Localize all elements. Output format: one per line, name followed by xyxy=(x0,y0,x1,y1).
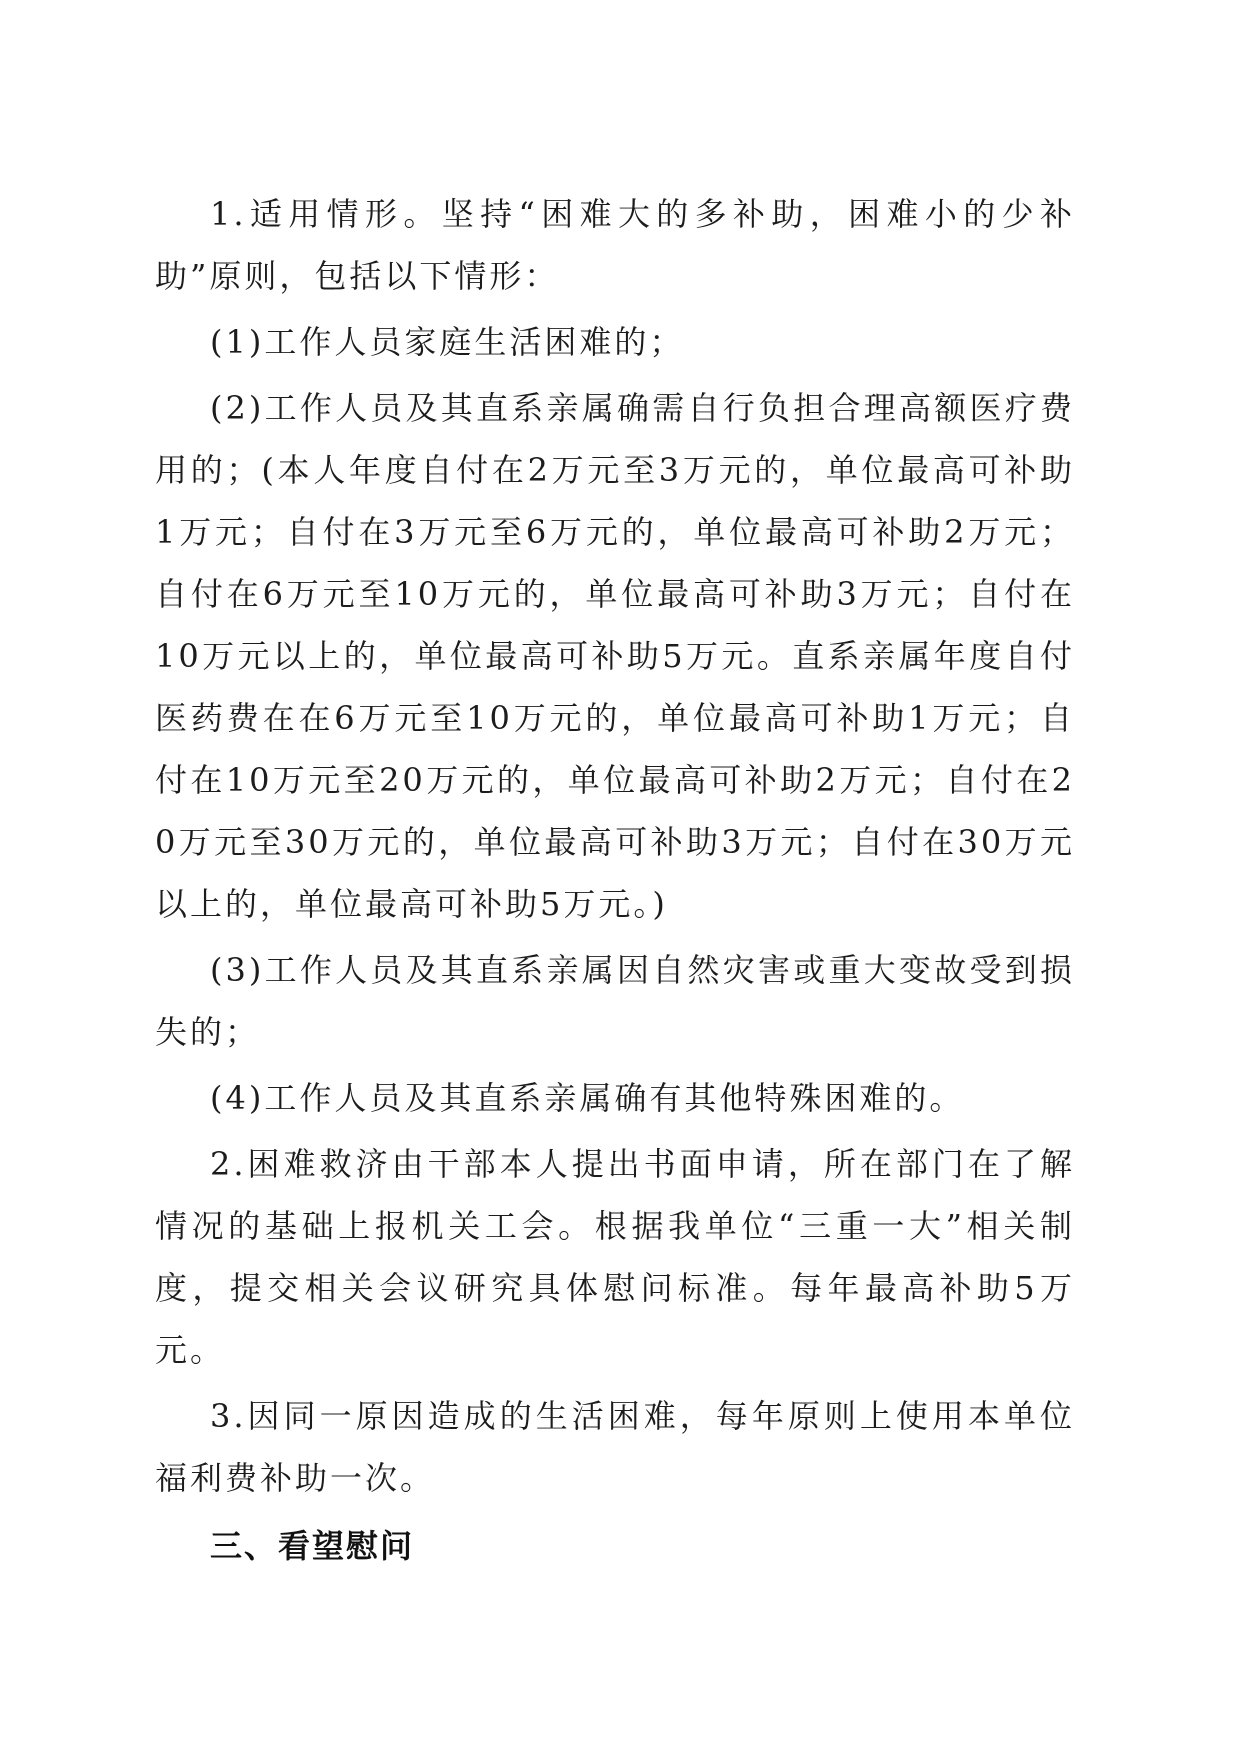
paragraph-item-1: (1)工作人员家庭生活困难的； xyxy=(210,323,685,361)
paragraph-item-4: (4)工作人员及其直系亲属确有其他特殊困难的。 xyxy=(210,1079,965,1117)
paragraph-applicable-situations: 1.适用情形。坚持“困难大的多补助，困难小的少补助”原则，包括以下情形： xyxy=(155,195,1075,295)
paragraph-item-3: (3)工作人员及其直系亲属因自然灾害或重大变故受到损失的； xyxy=(155,951,1075,1051)
paragraph-once-per-year: 3.因同一原因造成的生活困难，每年原则上使用本单位福利费补助一次。 xyxy=(155,1397,1075,1497)
document-body xyxy=(155,183,1075,1577)
paragraph-relief-application: 2.困难救济由干部本人提出书面申请，所在部门在了解情况的基础上报机关工会。根据我单位“三重一大”相关制度，提交相关会议研究具体慰问标准。每年最高补助5万元。 xyxy=(155,1145,1075,1369)
paragraph-item-2: (2)工作人员及其直系亲属确需自行负担合理高额医疗费用的；(本人年度自付在2万元至3万元的，单位最高可补助1万元；自付在3万元至6万元的，单位最高可补助2万元；自付在6万元至10万元的，单位最高可补助3万元；自付在10万元以上的，单位最高可补助5万元。直系亲属年度自付医药费在在6万元至10万元的，单位最高可补助1万元；自付在10万元至20万元的，单位最高可补助2万元；自付在20万元至30万元的，单位最高可补助3万元；自付在30万元以上的，单位最高可补助5万元。) xyxy=(155,389,1075,923)
section-heading: 三、看望慰问 xyxy=(210,1527,415,1565)
